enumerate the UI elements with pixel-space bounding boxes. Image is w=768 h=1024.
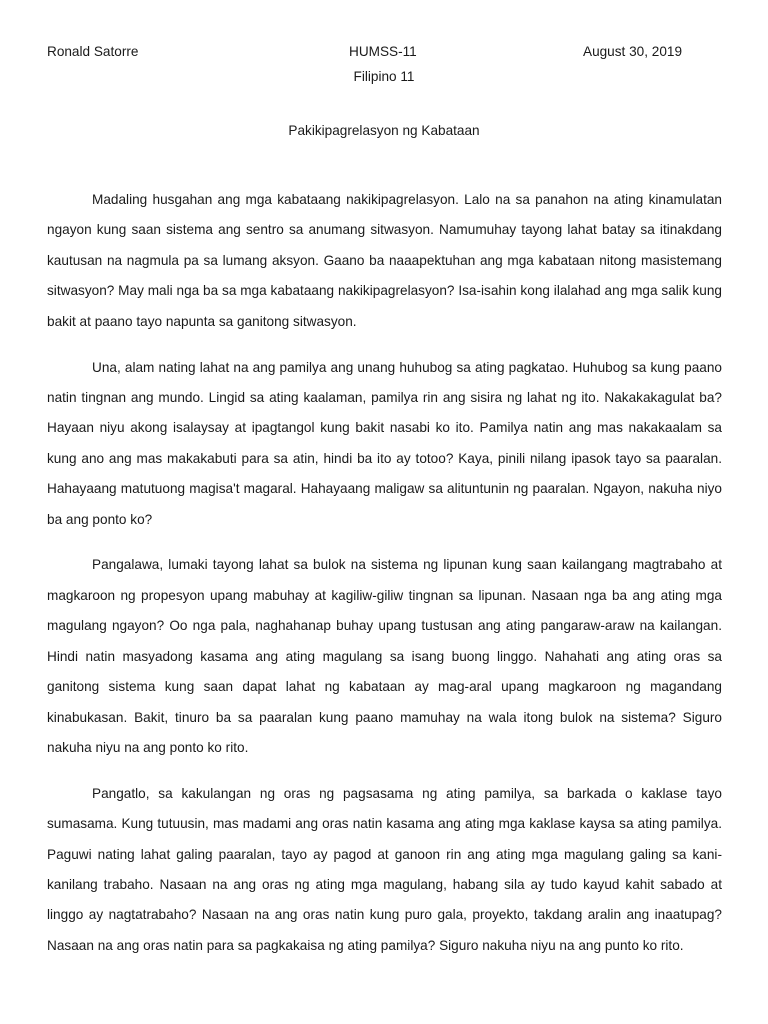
subject-name: Filipino 11: [353, 69, 415, 84]
document-body: [47, 185, 722, 977]
class-section: HUMSS-11: [349, 44, 417, 59]
paragraph-introduction: Madaling husgahan ang mga kabataang nakikipagrelasyon. Lalo na sa panahon na ating kinamulatan ngayon kung saan sistema ang sentro sa anumang sitwasyon. Namumuhay tayong lahat batay sa itinakdang kautusan na nagmula pa sa lumang aksyon. Gaano ba naaapektuhan ang mga kabataan nitong masistemang sitwasyon? May mali nga ba sa mga kabataang nakikipagrelasyon? Isa-isahin kong ilalahad ang mga salik kung bakit at paano tayo napunta sa ganitong sitwasyon.: [47, 192, 722, 329]
paragraph-third-point: Pangatlo, sa kakulangan ng oras ng pagsasama ng ating pamilya, sa barkada o kaklase tayo sumasama. Kung tutuusin, mas madami ang oras natin kasama ang ating mga kaklase kaysa sa ating pamilya. Paguwi nating lahat galing paaralan, tayo ay pagod at ganoon rin ang ating mga magulang galing sa kani-kanilang trabaho. Nasaan na ang oras ng ating mga magulang, habang sila ay tudo kayud kahit sabado at linggo ay nagtatrabaho? Nasaan na ang oras natin kung puro gala, proyekto, takdang aralin ang inaatupag? Nasaan na ang oras natin para sa pagkakaisa ng ating pamilya? Siguro nakuha niyu na ang punto ko rito.: [47, 785, 722, 953]
document-date: August 30, 2019: [583, 44, 683, 59]
paragraph-first-point: Una, alam nating lahat na ang pamilya ang unang huhubog sa ating pagkatao. Huhubog sa kung paano natin tingnan ang mundo. Lingid sa ating kaalaman, pamilya rin ang sisira ng lahat ng ito. Nakakakagulat ba? Hayaan niyu akong isalaysay at ipagtangol kung bakit nasabi ko ito. Pamilya natin ang mas nakakaalam sa kung ano ang mas makakabuti para sa atin, hindi ba ito ay totoo? Kaya, pinili nilang ipasok tayo sa paaralan. Hahayaang matutuong magisa't magaral. Hahayaang maligaw sa alituntunin ng paaralan. Ngayon, nakuha niyo ba ang ponto ko?: [47, 359, 722, 527]
document-title: Pakikipagrelasyon ng Kabataan: [288, 123, 480, 138]
author-name: Ronald Satorre: [47, 44, 139, 59]
paragraph-second-point: Pangalawa, lumaki tayong lahat sa bulok na sistema ng lipunan kung saan kailangang magtrabaho at magkaroon ng propesyon upang mabuhay at kagiliw-giliw tingnan sa lipunan. Nasaan nga ba ang ating mga magulang ngayon? Oo nga pala, naghahanap buhay upang tustusan ang ating pangaraw-araw na kailangan. Hindi natin masyadong kasama ang ating magulang sa isang buong linggo. Nahahati ang ating oras sa ganitong sistema kung saan dapat lahat ng kabataan ay mag-aral upang magkaroon ng magandang kinabukasan. Bakit, tinuro ba sa paaralan kung paano mamuhay na wala itong bulok na sistema? Siguro nakuha niyu na ang ponto ko rito.: [47, 557, 722, 755]
